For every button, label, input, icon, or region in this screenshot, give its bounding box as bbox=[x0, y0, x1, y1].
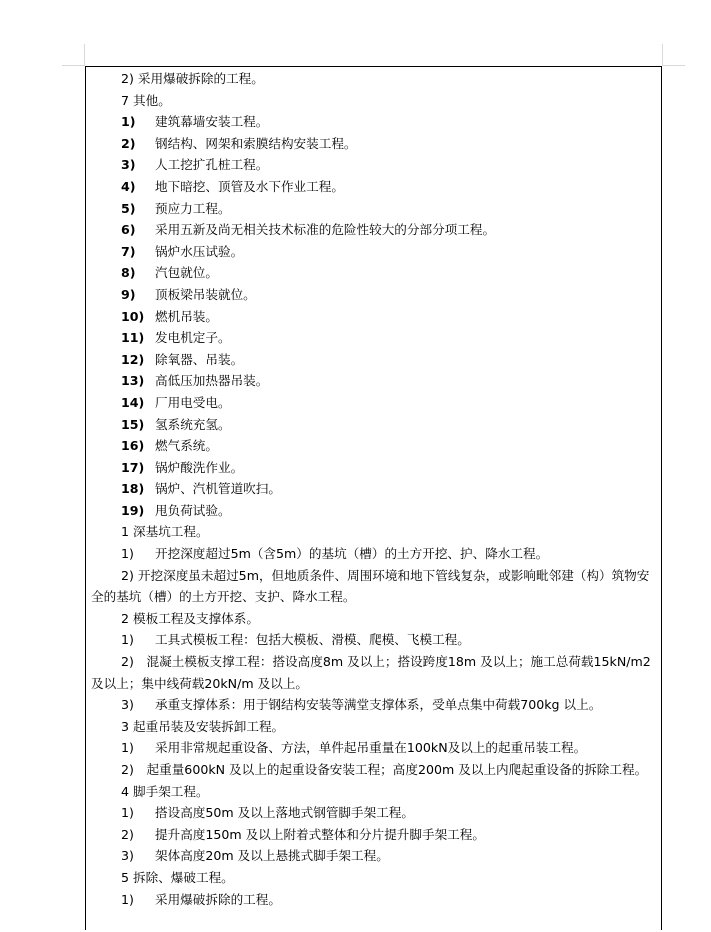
doc-line bbox=[91, 414, 657, 436]
doc-line-text: 2) 起重量600kN 及以上的起重设备安装工程；高度200m 及以上内爬起重设备的拆除工程。 bbox=[121, 762, 648, 777]
doc-line-text: 地下暗挖、顶管及水下作业工程。 bbox=[155, 178, 344, 194]
doc-line-text: 1 深基坑工程。 bbox=[121, 524, 209, 540]
doc-line-text: 锅炉酸洗作业。 bbox=[155, 459, 244, 475]
doc-line bbox=[91, 241, 657, 263]
doc-line-text: 2 模板工程及支撑体系。 bbox=[121, 610, 259, 626]
doc-line-text: 开挖深度超过5m（含5m）的基坑（槽）的土方开挖、护、降水工程。 bbox=[155, 546, 549, 562]
doc-line bbox=[91, 435, 657, 457]
doc-line bbox=[91, 176, 657, 198]
doc-line-text: 汽包就位。 bbox=[155, 265, 218, 281]
doc-line-number: 18) bbox=[121, 481, 145, 497]
corner-mark-right-h bbox=[662, 65, 685, 66]
doc-line-number: 4) bbox=[121, 178, 136, 194]
doc-line-text: 2) 采用爆破拆除的工程。 bbox=[121, 71, 264, 86]
doc-line-text: 3 起重吊装及安装拆卸工程。 bbox=[121, 718, 285, 734]
doc-line-text: 锅炉、汽机管道吹扫。 bbox=[155, 481, 281, 497]
doc-line bbox=[91, 370, 657, 392]
doc-line-text: 7 其他。 bbox=[121, 92, 171, 108]
doc-line-text: 2) 混凝土模板支撑工程：搭设高度8m 及以上；搭设跨度18m 及以上；施工总荷载15kN/m2 及以上；集中线荷载20kN/m 及以上。 bbox=[91, 654, 651, 691]
doc-line-text: 甩负荷试验。 bbox=[155, 502, 231, 518]
doc-line-text: 锅炉水压试验。 bbox=[155, 243, 244, 259]
doc-line-number: 1) bbox=[121, 805, 134, 821]
doc-line bbox=[91, 392, 657, 414]
doc-line bbox=[91, 889, 657, 911]
doc-line-text: 搭设高度50m 及以上落地式钢管脚手架工程。 bbox=[155, 805, 414, 821]
doc-line-text: 承重支撑体系：用于钢结构安装等满堂支撑体系，受单点集中荷载700kg 以上。 bbox=[155, 697, 602, 713]
doc-line-number: 3) bbox=[121, 157, 136, 173]
corner-mark-left-h bbox=[62, 65, 85, 66]
doc-line-number: 5) bbox=[121, 200, 136, 216]
doc-line bbox=[91, 737, 657, 759]
doc-line-number: 10) bbox=[121, 308, 145, 324]
doc-line bbox=[91, 457, 657, 479]
doc-line-number: 1) bbox=[121, 891, 134, 907]
doc-line-number: 11) bbox=[121, 330, 145, 346]
document-body bbox=[91, 68, 657, 910]
doc-line bbox=[91, 521, 657, 543]
doc-line bbox=[91, 133, 657, 155]
doc-line bbox=[91, 824, 657, 846]
doc-line-text: 钢结构、网架和索膜结构安装工程。 bbox=[155, 135, 357, 151]
doc-line-number: 2) bbox=[121, 826, 134, 842]
doc-line-number: 15) bbox=[121, 416, 145, 432]
doc-line bbox=[91, 349, 657, 371]
corner-mark-right-v bbox=[662, 44, 663, 66]
doc-line bbox=[91, 478, 657, 500]
doc-line bbox=[91, 608, 657, 630]
doc-line-text: 预应力工程。 bbox=[155, 200, 231, 216]
doc-line-text: 顶板梁吊装就位。 bbox=[155, 286, 256, 302]
doc-line-text: 除氧器、吊装。 bbox=[155, 351, 244, 367]
doc-line bbox=[91, 565, 657, 608]
doc-line-text: 工具式模板工程：包括大模板、滑模、爬模、飞模工程。 bbox=[155, 632, 470, 648]
doc-line-text: 4 脚手架工程。 bbox=[121, 783, 209, 799]
doc-line-text: 厂用电受电。 bbox=[155, 394, 231, 410]
doc-line-number: 6) bbox=[121, 222, 136, 238]
doc-line-text: 燃气系统。 bbox=[155, 438, 218, 454]
doc-line-number: 17) bbox=[121, 459, 145, 475]
doc-line bbox=[91, 198, 657, 220]
doc-line-number: 7) bbox=[121, 243, 136, 259]
doc-line-number: 9) bbox=[121, 286, 136, 302]
doc-line bbox=[91, 306, 657, 328]
doc-line bbox=[91, 500, 657, 522]
doc-line bbox=[91, 694, 657, 716]
doc-line bbox=[91, 716, 657, 738]
doc-line-number: 1) bbox=[121, 632, 134, 648]
doc-line-text: 采用非常规起重设备、方法，单件起吊重量在100kN及以上的起重吊装工程。 bbox=[155, 740, 587, 756]
doc-line bbox=[91, 111, 657, 133]
doc-line bbox=[91, 802, 657, 824]
doc-line-text: 采用五新及尚无相关技术标准的危险性较大的分部分项工程。 bbox=[155, 222, 496, 238]
doc-line bbox=[91, 327, 657, 349]
doc-line bbox=[91, 867, 657, 889]
doc-line-text: 氢系统充氢。 bbox=[155, 416, 231, 432]
doc-line bbox=[91, 68, 657, 90]
doc-line bbox=[91, 262, 657, 284]
doc-line bbox=[91, 759, 657, 781]
doc-line bbox=[91, 219, 657, 241]
doc-line-text: 采用爆破拆除的工程。 bbox=[155, 891, 281, 907]
doc-line-number: 8) bbox=[121, 265, 136, 281]
doc-line-number: 13) bbox=[121, 373, 145, 389]
doc-line-number: 16) bbox=[121, 438, 145, 454]
doc-line bbox=[91, 90, 657, 112]
doc-line-number: 3) bbox=[121, 848, 134, 864]
doc-line bbox=[91, 781, 657, 803]
doc-line bbox=[91, 845, 657, 867]
doc-line-text: 架体高度20m 及以上悬挑式脚手架工程。 bbox=[155, 848, 389, 864]
doc-line-text: 人工挖扩孔桩工程。 bbox=[155, 157, 269, 173]
doc-line-number: 12) bbox=[121, 351, 145, 367]
doc-line-text: 5 拆除、爆破工程。 bbox=[121, 869, 234, 885]
doc-line-number: 1) bbox=[121, 546, 134, 562]
doc-line-number: 1) bbox=[121, 114, 136, 130]
doc-line-number: 19) bbox=[121, 502, 145, 518]
doc-line bbox=[91, 629, 657, 651]
doc-line-text: 提升高度150m 及以上附着式整体和分片提升脚手架工程。 bbox=[155, 826, 485, 842]
doc-line-number: 1) bbox=[121, 740, 134, 756]
doc-line-text: 建筑幕墙安装工程。 bbox=[155, 114, 269, 130]
doc-line bbox=[91, 284, 657, 306]
corner-mark-left-v bbox=[84, 44, 85, 66]
doc-line bbox=[91, 543, 657, 565]
doc-line-number: 2) bbox=[121, 135, 136, 151]
doc-line-text: 燃机吊装。 bbox=[155, 308, 218, 324]
doc-line-text: 2) 开挖深度虽未超过5m，但地质条件、周围环境和地下管线复杂，或影响毗邻建（构）筑物安全的基坑（槽）的土方开挖、支护、降水工程。 bbox=[91, 567, 650, 605]
doc-line-number: 3) bbox=[121, 697, 134, 713]
doc-line bbox=[91, 651, 657, 694]
doc-line-text: 高低压加热器吊装。 bbox=[155, 373, 269, 389]
doc-line-text: 发电机定子。 bbox=[155, 330, 231, 346]
doc-line bbox=[91, 154, 657, 176]
doc-line-number: 14) bbox=[121, 394, 145, 410]
